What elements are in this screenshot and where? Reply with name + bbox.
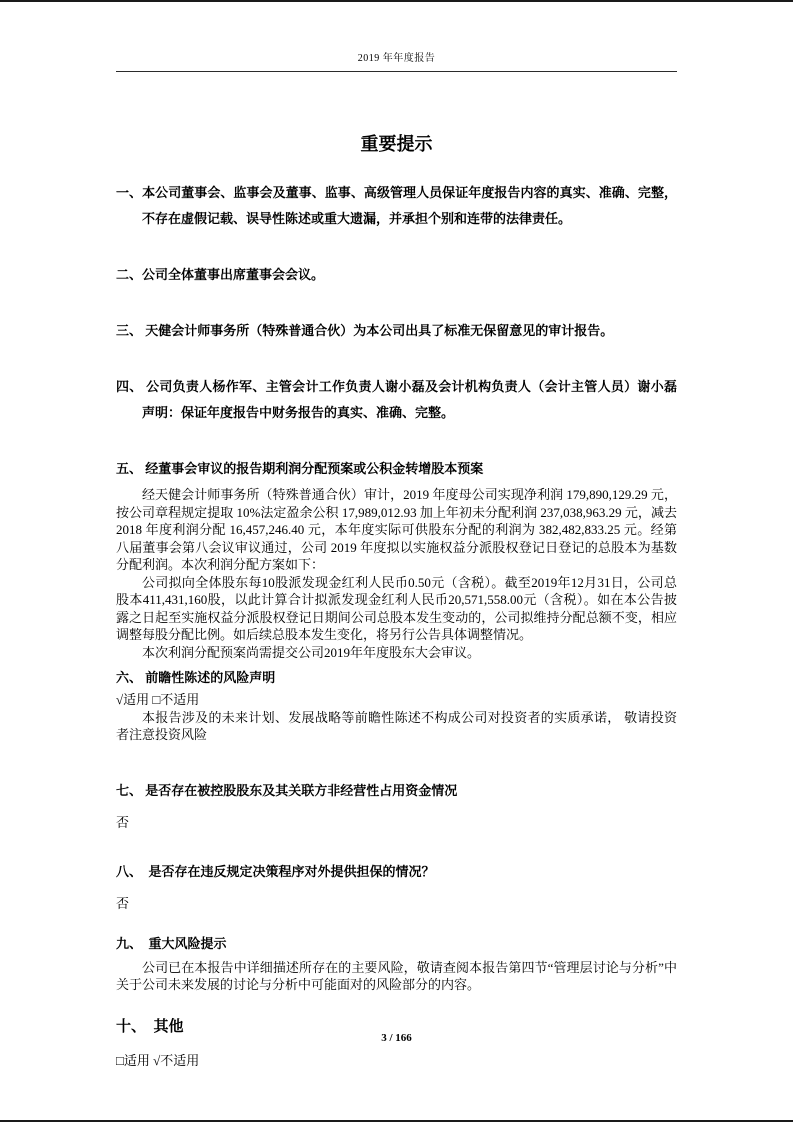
section-8-heading: 八、 是否存在违反规定决策程序对外提供担保的情况？ xyxy=(116,864,435,879)
section-6-heading: 六、 前瞻性陈述的风险声明 xyxy=(116,670,276,685)
section-9-paragraph-1: 公司已在本报告中详细描述所存在的主要风险，敬请查阅本报告第四节“管理层讨论与分析”中关于公司未来发展的讨论与分析中可能面对的风险部分的内容。 xyxy=(116,959,677,992)
section-4-heading: 四、 公司负责人杨作军、主管会计工作负责人谢小磊及会计机构负责人（会计主管人员）谢小磊声明：保证年度报告中财务报告的真实、准确、完整。 xyxy=(116,379,677,420)
section-6-paragraph-1: 本报告涉及的未来计划、发展战略等前瞻性陈述不构成公司对投资者的实质承诺， 敬请投资者注意投资风险 xyxy=(116,709,677,742)
section-10-heading: 十、 其他 xyxy=(116,1018,184,1035)
top-edge-line xyxy=(0,0,793,2)
section-5-paragraph-2: 公司拟向全体股东每10股派发现金红利人民币0.50元（含税）。截至2019年12月31日，公司总股本411,431,160股，以此计算合计拟派发现金红利人民币20,571,558.00元（含税）。如在本公告披露之日起至实施权益分派股权登记日期间公司总股本发生变动的，公司拟维持分配总额不变，相应调整每股分配比例。如后续总股本发生变化，将另行公告具体调整情况。 xyxy=(116,574,677,642)
section-2-heading: 二、公司全体董事出席董事会会议。 xyxy=(116,267,325,282)
section-10-applicability: □适用 √不适用 xyxy=(116,1052,200,1068)
section-9-heading: 九、 重大风险提示 xyxy=(116,935,227,951)
section-7-heading: 七、 是否存在被控股股东及其关联方非经营性占用资金情况 xyxy=(116,782,458,798)
page-number: 3 / 166 xyxy=(381,1032,412,1044)
page-title: 重要提示 xyxy=(360,134,433,154)
section-6-applicability: √适用 □不适用 xyxy=(116,692,200,707)
section-5-heading: 五、 经董事会审议的报告期利润分配预案或公积金转增股本预案 xyxy=(116,461,484,476)
section-5-paragraph-1: 经天健会计师事务所（特殊普通合伙）审计，2019 年度母公司实现净利润 179,890,129.29 元，按公司章程规定提取 10%法定盈余公积 17,989,012.93 加上年初未分配利润 237,038,963.29 元，减去 2018 年度利润分配 16,457,246.40 元，本年度实际可供股东分配的利润为 382,482,833.25 元。经第八届董事会第八会议审议通过，公司 2019 年度拟以实施权益分派股权登记日登记的总股本为基数分配利润。本次利润分配方案如下： xyxy=(116,487,677,572)
section-8-answer: 否 xyxy=(116,896,130,911)
section-5-paragraph-3: 本次利润分配预案尚需提交公司2019年年度股东大会审议。 xyxy=(142,644,481,660)
document-header xyxy=(116,52,677,72)
section-1-heading: 一、本公司董事会、监事会及董事、监事、高级管理人员保证年度报告内容的真实、准确、完整，不存在虚假记载、误导性陈述或重大遗漏，并承担个别和连带的法律责任。 xyxy=(116,185,677,226)
report-header-title: 2019 年年度报告 xyxy=(357,53,436,64)
section-7-answer: 否 xyxy=(116,814,130,830)
section-3-heading: 三、 天健会计师事务所（特殊普通合伙）为本公司出具了标准无保留意见的审计报告。 xyxy=(116,323,614,338)
